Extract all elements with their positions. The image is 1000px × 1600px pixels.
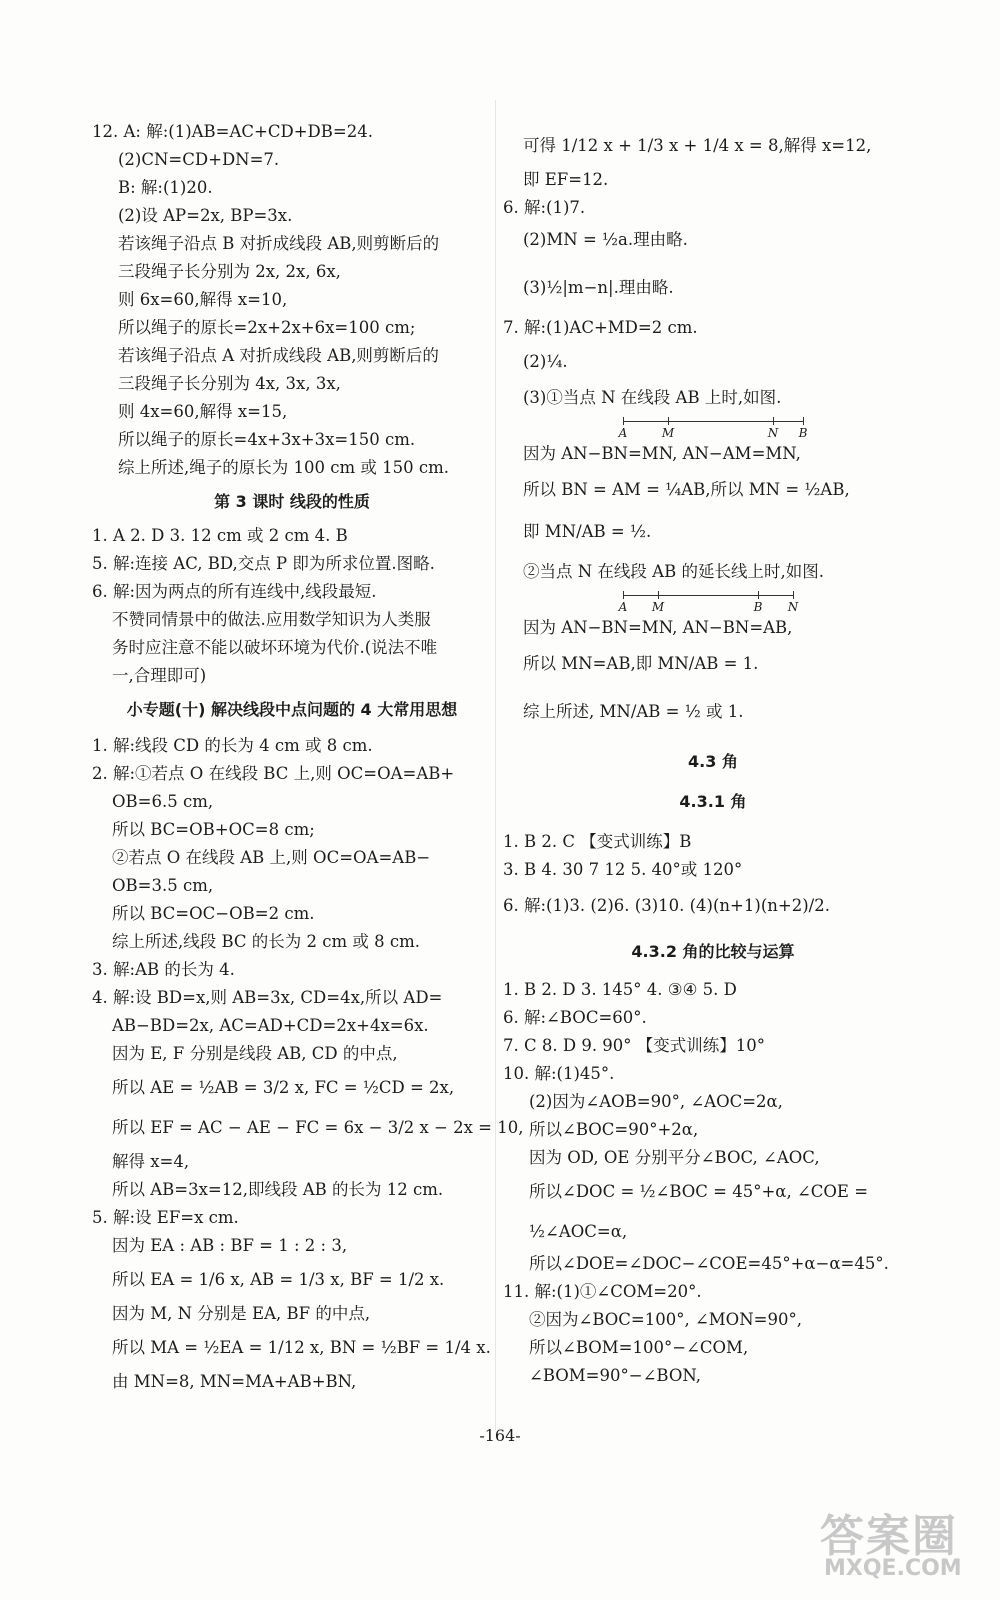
answer-line: 1. B 2. C 【变式训练】B xyxy=(503,832,692,851)
answer-line: 7. C 8. D 9. 90° 【变式训练】10° xyxy=(503,1036,766,1055)
answer-line: 一,合理即可) xyxy=(112,666,207,685)
watermark-site: MXQE.COM xyxy=(824,1556,962,1581)
point-label: N xyxy=(787,600,799,614)
answer-line: 6. 解:(1)7. xyxy=(503,198,586,217)
answer-line: 所以 MN=AB,即 MN/AB = 1. xyxy=(523,654,759,673)
segment-line xyxy=(623,595,793,596)
point-label: N xyxy=(767,426,779,440)
answer-line: 所以 BN = AM = ¼AB,所以 MN = ½AB, xyxy=(523,480,850,499)
answer-line: (2)设 AP=2x, BP=3x. xyxy=(118,206,293,225)
answer-line: 所以∠BOC=90°+2α, xyxy=(529,1120,699,1139)
page-number: -164- xyxy=(479,1426,521,1445)
answer-line: 务时应注意不能以破坏环境为代价.(说法不唯 xyxy=(112,638,438,657)
answer-line: (2)¼. xyxy=(523,352,568,371)
answer-line: OB=6.5 cm, xyxy=(112,792,214,811)
subsection-heading: 4.3.2 角的比较与运算 xyxy=(631,942,795,961)
answer-line: ∠BOM=90°−∠BON, xyxy=(529,1366,701,1385)
segment-figure-2 xyxy=(618,588,799,618)
answer-line: (2)CN=CD+DN=7. xyxy=(118,150,280,169)
point-tick xyxy=(793,591,794,599)
point-label: B xyxy=(798,426,808,440)
watermark-logo xyxy=(820,1500,990,1590)
answer-line: 所以 MA = ½EA = 1/12 x, BN = ½BF = 1/4 x. xyxy=(112,1338,491,1357)
answer-line: 若该绳子沿点 A 对折成线段 AB,则剪断后的 xyxy=(118,346,439,365)
answer-line: 所以 EF = AC − AE − FC = 6x − 3/2 x − 2x = 10, xyxy=(112,1118,524,1137)
answer-line: 即 MN/AB = ½. xyxy=(523,522,652,541)
answer-line: 1. B 2. D 3. 145° 4. ③④ 5. D xyxy=(503,980,737,999)
answer-line: ②若点 O 在线段 AB 上,则 OC=OA=AB− xyxy=(112,848,431,867)
segment-line xyxy=(623,421,803,422)
answer-line: (2)因为∠AOB=90°, ∠AOC=2α, xyxy=(529,1092,783,1111)
answer-line: 12. A: 解:(1)AB=AC+CD+DB=24. xyxy=(92,122,373,141)
answer-line: 因为 AN−BN=MN, AN−AM=MN, xyxy=(523,444,801,463)
answer-line: 因为 AN−BN=MN, AN−BN=AB, xyxy=(523,618,793,637)
answer-line: 因为 M, N 分别是 EA, BF 的中点, xyxy=(112,1304,371,1323)
answer-line: (3)½|m−n|.理由略. xyxy=(523,278,674,297)
answer-line: 5. 解:设 EF=x cm. xyxy=(92,1208,239,1227)
answer-line: ②因为∠BOC=100°, ∠MON=90°, xyxy=(529,1310,802,1329)
answer-line: 2. 解:①若点 O 在线段 BC 上,则 OC=OA=AB+ xyxy=(92,764,455,783)
answer-line: 7. 解:(1)AC+MD=2 cm. xyxy=(503,318,698,337)
answer-line: 所以 AE = ½AB = 3/2 x, FC = ½CD = 2x, xyxy=(112,1078,455,1097)
answer-line: (3)①当点 N 在线段 AB 上时,如图. xyxy=(523,388,782,407)
answer-line: 三段绳子长分别为 2x, 2x, 6x, xyxy=(118,262,341,281)
answer-line: 所以 BC=OB+OC=8 cm; xyxy=(112,820,315,839)
answer-line: 可得 1/12 x + 1/3 x + 1/4 x = 8,解得 x=12, xyxy=(523,136,872,155)
answer-line: 1. A 2. D 3. 12 cm 或 2 cm 4. B xyxy=(92,526,348,545)
answer-line: AB−BD=2x, AC=AD+CD=2x+4x=6x. xyxy=(112,1016,429,1035)
answer-line: 所以∠BOM=100°−∠COM, xyxy=(529,1338,749,1357)
answer-line: 6. 解:∠BOC=60°. xyxy=(503,1008,647,1027)
subsection-heading: 4.3.1 角 xyxy=(679,792,747,811)
answer-line: 10. 解:(1)45°. xyxy=(503,1064,615,1083)
answer-line: 则 6x=60,解得 x=10, xyxy=(118,290,288,309)
answer-line: ②当点 N 在线段 AB 的延长线上时,如图. xyxy=(523,562,824,581)
point-tick xyxy=(668,417,669,425)
answer-line: 因为 E, F 分别是线段 AB, CD 的中点, xyxy=(112,1044,398,1063)
answer-line: 由 MN=8, MN=MA+AB+BN, xyxy=(112,1372,357,1391)
answer-line: 所以 AB=3x=12,即线段 AB 的长为 12 cm. xyxy=(112,1180,444,1199)
answer-line: B: 解:(1)20. xyxy=(118,178,213,197)
point-tick xyxy=(623,417,624,425)
answer-line: 因为 OD, OE 分别平分∠BOC, ∠AOC, xyxy=(529,1148,820,1167)
point-label: A xyxy=(618,600,628,614)
answer-line: 因为 EA : AB : BF = 1 : 2 : 3, xyxy=(112,1236,348,1255)
answer-line: 所以 EA = 1/6 x, AB = 1/3 x, BF = 1/2 x. xyxy=(112,1270,445,1289)
answer-line: 3. B 4. 30 7 12 5. 40°或 120° xyxy=(503,860,743,879)
column-divider xyxy=(495,100,496,1430)
point-label: A xyxy=(618,426,628,440)
answer-line: 1. 解:线段 CD 的长为 4 cm 或 8 cm. xyxy=(92,736,373,755)
point-tick xyxy=(803,417,804,425)
answer-line: 6. 解:因为两点的所有连线中,线段最短. xyxy=(92,582,377,601)
answer-line: 综上所述,线段 BC 的长为 2 cm 或 8 cm. xyxy=(112,932,421,951)
answer-line: 5. 解:连接 AC, BD,交点 P 即为所求位置.图略. xyxy=(92,554,435,573)
answer-line: 综上所述,绳子的原长为 100 cm 或 150 cm. xyxy=(118,458,449,477)
answer-line: 解得 x=4, xyxy=(112,1152,190,1171)
point-tick xyxy=(623,591,624,599)
answer-line: 6. 解:(1)3. (2)6. (3)10. (4)(n+1)(n+2)/2. xyxy=(503,896,830,915)
answer-line: 所以 BC=OC−OB=2 cm. xyxy=(112,904,315,923)
answer-line: OB=3.5 cm, xyxy=(112,876,214,895)
point-tick xyxy=(773,417,774,425)
segment-figure-1 xyxy=(618,414,808,444)
point-label: M xyxy=(661,426,675,440)
answer-line: 三段绳子长分别为 4x, 3x, 3x, xyxy=(118,374,341,393)
section-heading: 4.3 角 xyxy=(688,752,738,771)
answer-line: 综上所述, MN/AB = ½ 或 1. xyxy=(523,702,744,721)
answer-line: 所以绳子的原长=2x+2x+6x=100 cm; xyxy=(118,318,416,337)
answer-line: 即 EF=12. xyxy=(523,170,609,189)
answer-line: 3. 解:AB 的长为 4. xyxy=(92,960,235,979)
point-label: B xyxy=(753,600,763,614)
answer-line: 所以∠DOC = ½∠BOC = 45°+α, ∠COE = xyxy=(529,1182,869,1201)
point-tick xyxy=(658,591,659,599)
section-heading: 第 3 课时 线段的性质 xyxy=(214,492,370,511)
point-label: M xyxy=(651,600,665,614)
section-heading: 小专题(十) 解决线段中点问题的 4 大常用思想 xyxy=(126,700,458,719)
answer-line: 则 4x=60,解得 x=15, xyxy=(118,402,288,421)
answer-line: 所以∠DOE=∠DOC−∠COE=45°+α−α=45°. xyxy=(529,1254,889,1273)
answer-line: 所以绳子的原长=4x+3x+3x=150 cm. xyxy=(118,430,416,449)
point-tick xyxy=(758,591,759,599)
watermark-mark: 答案圈 xyxy=(820,1511,958,1562)
answer-line: 不赞同情景中的做法.应用数学知识为人类服 xyxy=(112,610,431,629)
answer-line: 若该绳子沿点 B 对折成线段 AB,则剪断后的 xyxy=(118,234,440,253)
answer-line: 11. 解:(1)①∠COM=20°. xyxy=(503,1282,702,1301)
answer-line: ½∠AOC=α, xyxy=(529,1222,628,1241)
answer-line: (2)MN = ½a.理由略. xyxy=(523,230,688,249)
answer-line: 4. 解:设 BD=x,则 AB=3x, CD=4x,所以 AD= xyxy=(92,988,443,1007)
